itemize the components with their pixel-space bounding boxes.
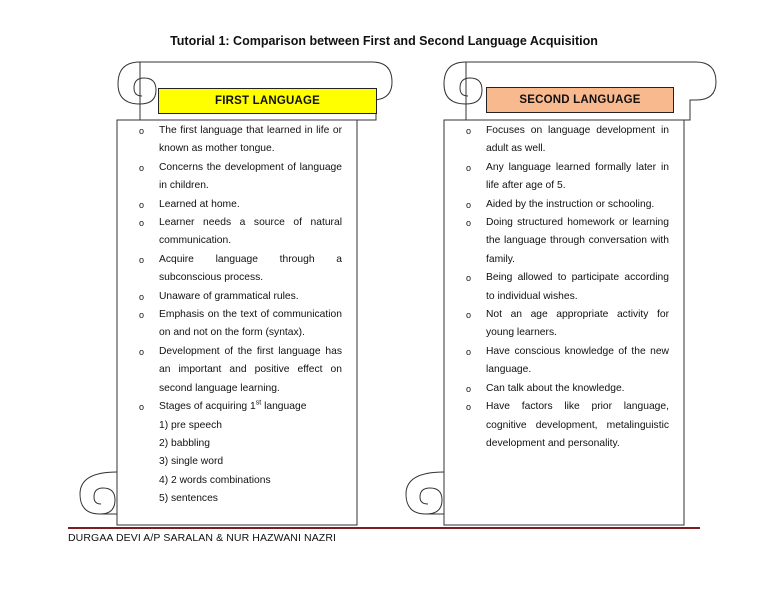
list-item: o Being allowed to participate according to individual wishes. bbox=[466, 269, 669, 306]
list-item: o Development of the first language has an important and positive effect on second language learning. bbox=[139, 343, 342, 398]
stage-item: 4) 2 words combinations bbox=[159, 474, 271, 486]
bullet-icon: o bbox=[466, 383, 472, 394]
list-item: o Unaware of grammatical rules. bbox=[139, 288, 342, 306]
list-item-stages: o Stages of acquiring 1st language bbox=[139, 398, 342, 416]
list-item: o Aided by the instruction or schooling. bbox=[466, 196, 669, 214]
bullet-icon: o bbox=[139, 218, 145, 229]
list-item: o Have factors like prior language, cognitive development, metalinguistic development and personality. bbox=[466, 398, 669, 453]
first-language-list bbox=[139, 122, 342, 509]
list-item: o Emphasis on the text of communication on and not on the form (syntax). bbox=[139, 306, 342, 343]
bullet-icon: o bbox=[139, 291, 145, 302]
bullet-icon: o bbox=[466, 199, 472, 210]
bullet-icon: o bbox=[139, 346, 145, 357]
bullet-icon: o bbox=[466, 273, 472, 284]
list-item: o Focuses on language development in adult as well. bbox=[466, 122, 669, 159]
footer-divider bbox=[68, 527, 700, 529]
bullet-icon: o bbox=[139, 126, 145, 136]
list-item: o Have conscious knowledge of the new language. bbox=[466, 343, 669, 380]
bullet-icon: o bbox=[466, 402, 472, 413]
bullet-icon: o bbox=[466, 162, 472, 173]
stage-item: 2) babbling bbox=[159, 437, 210, 449]
bullet-icon: o bbox=[139, 254, 145, 265]
bullet-icon: o bbox=[139, 402, 145, 413]
list-item: o Concerns the development of language in children. bbox=[139, 159, 342, 196]
list-item: o Learned at home. bbox=[139, 196, 342, 214]
second-language-heading: SECOND LANGUAGE bbox=[486, 87, 674, 113]
list-item: o Doing structured homework or learning the language through conversation with family. bbox=[466, 214, 669, 269]
left-scroll-bottom-roll bbox=[80, 472, 117, 514]
bullet-icon: o bbox=[466, 310, 472, 321]
stage-item: 5) sentences bbox=[159, 493, 218, 505]
list-item: o Any language learned formally later in life after age of 5. bbox=[466, 159, 669, 196]
bullet-icon: o bbox=[466, 346, 472, 357]
list-item: o Acquire language through a subconscious process. bbox=[139, 251, 342, 288]
bullet-icon: o bbox=[466, 126, 472, 136]
list-item: o Learner needs a source of natural communication. bbox=[139, 214, 342, 251]
list-item: o Not an age appropriate activity for young learners. bbox=[466, 306, 669, 343]
stage-item: 3) single word bbox=[159, 456, 224, 468]
bullet-icon: o bbox=[139, 310, 145, 321]
stage-item: 1) pre speech bbox=[159, 419, 222, 431]
page-title: Tutorial 1: Comparison between First and Second Language Acquisition bbox=[170, 34, 598, 48]
right-scroll-bottom-roll bbox=[406, 472, 444, 514]
first-language-heading: FIRST LANGUAGE bbox=[158, 88, 377, 114]
bullet-icon: o bbox=[139, 199, 145, 210]
list-item: o Can talk about the knowledge. bbox=[466, 380, 669, 398]
bullet-icon: o bbox=[139, 162, 145, 173]
bullet-icon: o bbox=[466, 218, 472, 229]
list-item: o The first language that learned in life or known as mother tongue. bbox=[139, 122, 342, 159]
second-language-list bbox=[466, 122, 669, 453]
footer-authors: DURGAA DEVI A/P SARALAN & NUR HAZWANI NAZRI bbox=[68, 532, 337, 544]
